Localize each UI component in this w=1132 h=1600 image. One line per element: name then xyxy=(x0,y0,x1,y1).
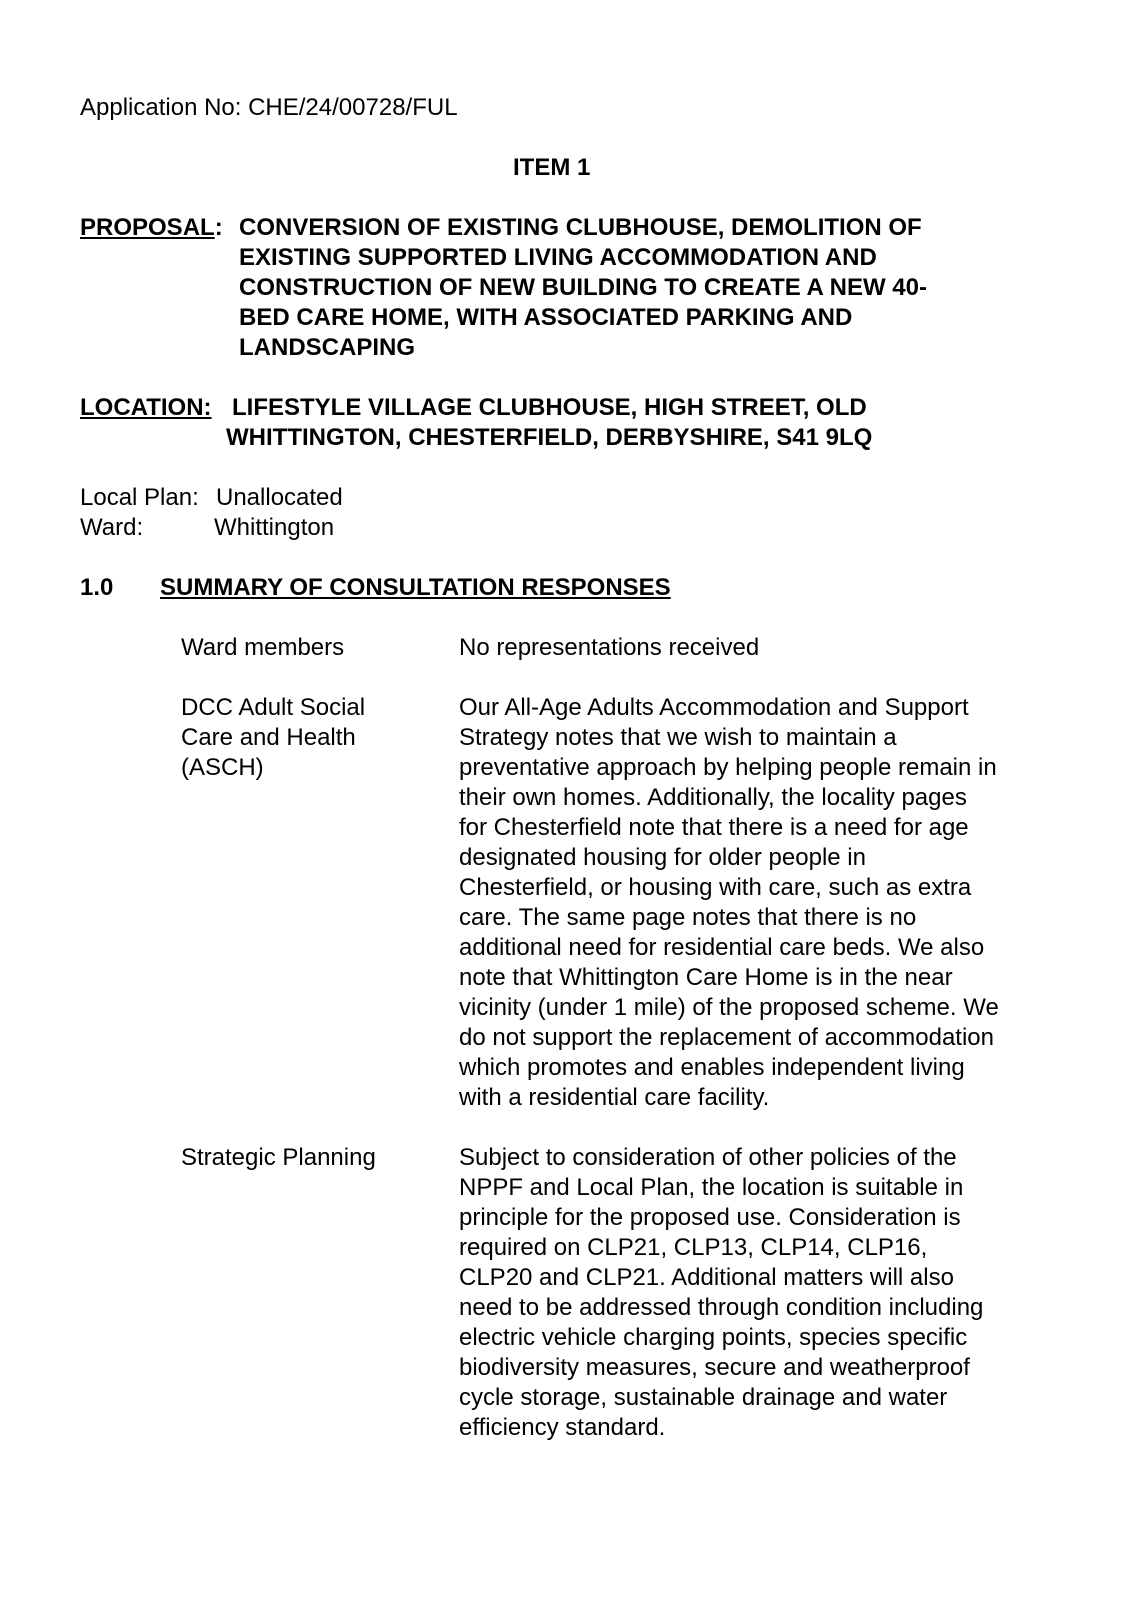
consultee-line: Strategic Planning xyxy=(181,1144,376,1171)
ward-value: Whittington xyxy=(214,514,335,541)
response-line: designated housing for older people in xyxy=(459,844,866,871)
local-plan-value: Unallocated xyxy=(216,484,343,511)
response-line: Strategy notes that we wish to maintain a xyxy=(459,724,897,751)
consultee-line: Care and Health xyxy=(181,724,356,751)
location-line-1: LIFESTYLE VILLAGE CLUBHOUSE, HIGH STREET, OLD xyxy=(232,394,867,421)
location-line-2: WHITTINGTON, CHESTERFIELD, DERBYSHIRE, S41 9LQ xyxy=(226,424,873,451)
proposal-label xyxy=(80,213,223,243)
proposal-line: CONSTRUCTION OF NEW BUILDING TO CREATE A NEW 40- xyxy=(239,274,927,301)
response-line: preventative approach by helping people remain in xyxy=(459,754,997,781)
response-line: Our All-Age Adults Accommodation and Support xyxy=(459,694,969,721)
local-plan-label: Local Plan: xyxy=(80,484,199,511)
response-ward-members xyxy=(459,633,759,663)
proposal-line: LANDSCAPING xyxy=(239,334,416,361)
response-line: cycle storage, sustainable drainage and water xyxy=(459,1384,948,1411)
section-number: 1.0 xyxy=(80,574,114,601)
response-dcc-asch xyxy=(459,693,999,1113)
response-line: Chesterfield, or housing with care, such as extra xyxy=(459,874,972,901)
response-line: note that Whittington Care Home is in the near xyxy=(459,964,953,991)
consultee-ward-members xyxy=(181,633,344,663)
response-line: NPPF and Local Plan, the location is suitable in xyxy=(459,1174,964,1201)
response-line: which promotes and enables independent living xyxy=(459,1054,965,1081)
proposal-label-colon: : xyxy=(214,214,223,241)
response-line: No representations received xyxy=(459,634,760,661)
response-line: vicinity (under 1 mile) of the proposed scheme. We xyxy=(459,994,999,1021)
proposal-label-text: PROPOSAL xyxy=(80,214,215,241)
response-line: required on CLP21, CLP13, CLP14, CLP16, xyxy=(459,1234,928,1261)
proposal-line: BED CARE HOME, WITH ASSOCIATED PARKING AND xyxy=(239,304,853,331)
consultee-line: Ward members xyxy=(181,634,345,661)
response-strategic-planning xyxy=(459,1143,983,1443)
consultee-line: DCC Adult Social xyxy=(181,694,366,721)
section-title: SUMMARY OF CONSULTATION RESPONSES xyxy=(160,574,671,601)
proposal-line: EXISTING SUPPORTED LIVING ACCOMMODATION AND xyxy=(239,244,877,271)
response-line: need to be addressed through condition including xyxy=(459,1294,984,1321)
response-line: electric vehicle charging points, species specific xyxy=(459,1324,968,1351)
response-line: principle for the proposed use. Consideration is xyxy=(459,1204,961,1231)
response-line: additional need for residential care beds. We also xyxy=(459,934,985,961)
ward-label: Ward: xyxy=(80,514,144,541)
proposal-line: CONVERSION OF EXISTING CLUBHOUSE, DEMOLITION OF xyxy=(239,214,922,241)
consultee-strategic-planning xyxy=(181,1143,376,1173)
response-line: biodiversity measures, secure and weatherproof xyxy=(459,1354,970,1381)
consultee-dcc-asch xyxy=(181,693,365,783)
consultee-line: (ASCH) xyxy=(181,754,264,781)
response-line: with a residential care facility. xyxy=(459,1084,770,1111)
response-line: do not support the replacement of accommodation xyxy=(459,1024,994,1051)
response-line: care. The same page notes that there is no xyxy=(459,904,917,931)
response-line: CLP20 and CLP21. Additional matters will also xyxy=(459,1264,954,1291)
response-line: efficiency standard. xyxy=(459,1414,666,1441)
location-label: LOCATION: xyxy=(80,394,212,421)
response-line: their own homes. Additionally, the locality pages xyxy=(459,784,967,811)
proposal-text xyxy=(239,213,927,363)
response-line: for Chesterfield note that there is a need for age xyxy=(459,814,969,841)
application-number: Application No: CHE/24/00728/FUL xyxy=(80,94,458,121)
response-line: Subject to consideration of other policies of the xyxy=(459,1144,957,1171)
item-heading: ITEM 1 xyxy=(513,154,591,181)
